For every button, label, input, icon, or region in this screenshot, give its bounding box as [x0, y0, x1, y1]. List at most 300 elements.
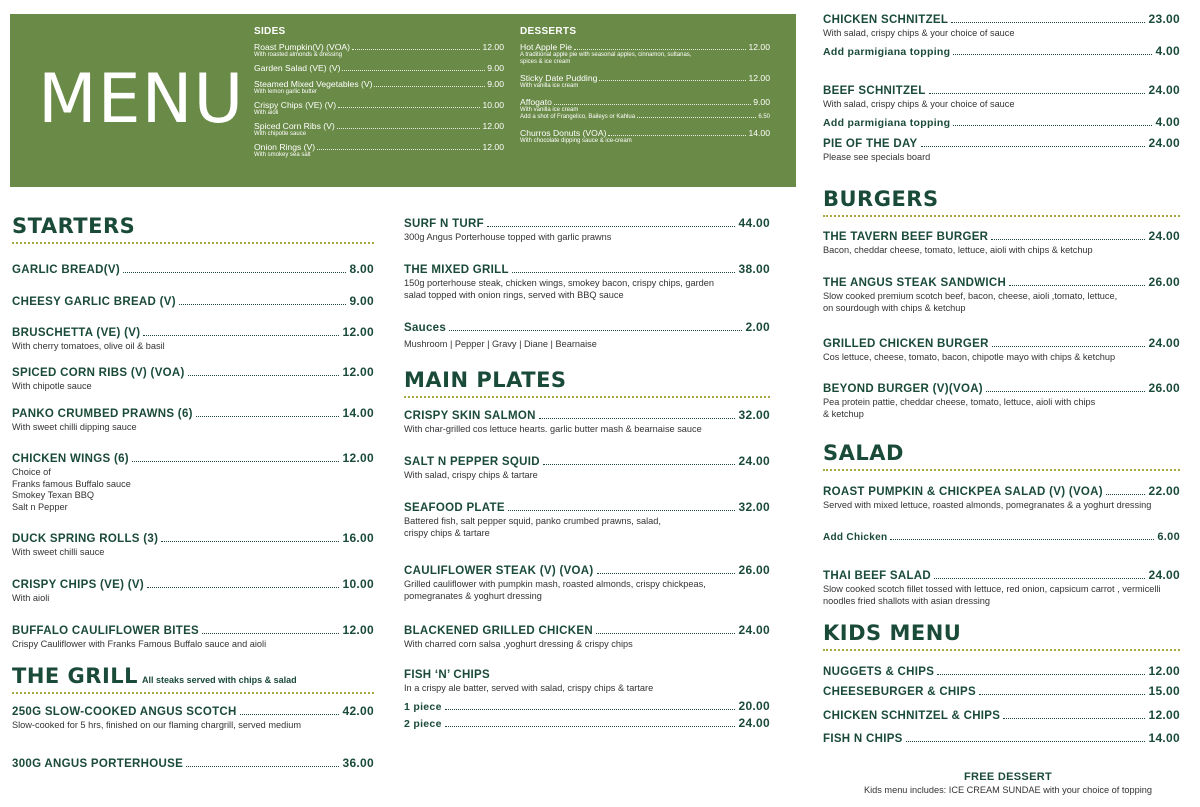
leader-dots: [186, 766, 339, 767]
item-description: [12, 593, 374, 605]
item-line: [12, 704, 374, 719]
item-name: SPICED CORN RIBS (V) (VOA): [12, 367, 185, 379]
description-line: Bacon, cheddar cheese, tomato, lettuce, aioli with chips & ketchup: [823, 245, 1093, 255]
side-description: With chipotle sauce: [254, 131, 307, 137]
item-name: ROAST PUMPKIN & CHICKPEA SALAD (V) (VOA): [823, 486, 1103, 498]
side-description: With aioli: [254, 110, 279, 116]
leader-dots: [979, 694, 1146, 695]
menu-item: [12, 451, 374, 513]
item-name: PIE OF THE DAY: [823, 138, 918, 150]
item-line: [823, 731, 1180, 746]
description-line: Cos lettuce, cheese, tomato, bacon, chipotle mayo with chips & ketchup: [823, 352, 1116, 362]
item-name: SURF N TURF: [404, 218, 484, 230]
side-line: [254, 42, 504, 52]
side-description: With lemon garlic butter: [254, 89, 318, 95]
option-price: 24.00: [738, 715, 770, 730]
side-item: [254, 100, 504, 117]
side-line: [254, 79, 504, 89]
item-description: [404, 639, 770, 651]
salad-section: [823, 441, 1180, 479]
dessert-price: 9.00: [753, 97, 770, 107]
item-price: 24.00: [1148, 336, 1180, 350]
item-price: 26.00: [1148, 275, 1180, 289]
addon-price: 6.50: [758, 114, 770, 120]
menu-item: [823, 684, 1180, 699]
item-price: 32.00: [738, 408, 770, 422]
leader-dots: [374, 86, 485, 87]
item-price: 24.00: [1148, 136, 1180, 150]
item-name: CHEESEBURGER & CHIPS: [823, 686, 976, 698]
item-price: 12.00: [1148, 664, 1180, 678]
leader-dots: [487, 226, 736, 227]
sauces-options: Mushroom | Pepper | Gravy | Diane | Bearnaise: [404, 339, 597, 349]
item-price: 23.00: [1148, 12, 1180, 26]
side-name: Crispy Chips (VE) (V): [254, 100, 337, 110]
leader-dots: [574, 49, 746, 50]
item-description: [12, 422, 374, 434]
description-line: With cherry tomatoes, olive oil & basil: [12, 341, 165, 351]
menu-item: [12, 294, 374, 309]
leader-dots: [240, 714, 340, 715]
leader-dots: [123, 272, 346, 273]
item-line: [12, 365, 374, 380]
side-price: 12.00: [482, 42, 504, 52]
leader-dots: [637, 117, 756, 118]
item-line: [823, 568, 1180, 583]
description-line: & ketchup: [823, 408, 864, 419]
description-line: Served with mixed lettuce, roasted almonds, pomegranates & a yoghurt dressing: [823, 500, 1152, 510]
leader-dots: [934, 578, 1145, 579]
item-name: FISH N CHIPS: [823, 733, 903, 745]
item-price: 26.00: [738, 563, 770, 577]
item-description: [823, 291, 1180, 314]
dessert-line: [520, 73, 770, 83]
side-line: [254, 100, 504, 110]
description-line: Pea protein pattie, cheddar cheese, tomato, lettuce, aioli with chips: [823, 397, 1096, 407]
menu-item: [404, 500, 770, 539]
item-price: 12.00: [1148, 708, 1180, 722]
side-price: 10.00: [482, 100, 504, 110]
addon-text: Add a shot of Frangelico, Baileys or Kahlua: [520, 114, 636, 120]
leader-dots: [597, 573, 736, 574]
item-line: [823, 229, 1180, 244]
menu-banner: [10, 14, 796, 187]
item-price: 8.00: [349, 262, 374, 276]
description-line: pomegranates & yoghurt dressing: [404, 590, 542, 601]
item-line: [12, 531, 374, 546]
leader-dots: [951, 22, 1145, 23]
grill-heading: THE GRILL: [12, 664, 139, 688]
menu-item: [12, 623, 374, 651]
description-line: Slow-cooked for 5 hrs, finished on our flaming chargrill, served medium: [12, 720, 302, 730]
description-line: With sweet chilli dipping sauce: [12, 422, 137, 432]
item-description: [823, 500, 1180, 512]
item-line: [12, 406, 374, 421]
leader-dots: [147, 587, 340, 588]
addon-price: 4.00: [1155, 114, 1180, 129]
description-line: on sourdough with chips & ketchup: [823, 302, 966, 313]
leader-dots: [196, 416, 340, 417]
side-name: Roast Pumpkin(V) (VOA): [254, 42, 350, 52]
item-line: [12, 756, 374, 771]
leader-dots: [906, 741, 1146, 742]
dessert-item: [520, 73, 770, 90]
side-description: With smokey sea salt: [254, 152, 311, 158]
item-line: [823, 12, 1180, 27]
free-dessert-text: Kids menu includes: ICE CREAM SUNDAE with your choice of topping: [864, 785, 1152, 795]
main-plates-heading: MAIN PLATES: [404, 368, 567, 392]
section-divider: [404, 396, 770, 398]
menu-item: [823, 83, 1180, 130]
item-name: SALT N PEPPER SQUID: [404, 456, 540, 468]
leader-dots: [352, 49, 480, 50]
menu-item: [404, 563, 770, 602]
leader-dots: [1003, 718, 1145, 719]
menu-item: [823, 484, 1180, 512]
dessert-name: Affogato: [520, 97, 552, 107]
menu-item: [404, 262, 770, 301]
menu-item: [823, 731, 1180, 746]
menu-item: [12, 365, 374, 393]
leader-dots: [608, 135, 746, 136]
section-divider: [823, 469, 1180, 471]
item-line: [12, 577, 374, 592]
item-name: THE MIXED GRILL: [404, 264, 509, 276]
leader-dots: [937, 674, 1145, 675]
menu-item: [404, 623, 770, 651]
leader-dots: [132, 461, 340, 462]
description-line: With sweet chilli sauce: [12, 547, 105, 557]
leader-dots: [986, 391, 1146, 392]
description-line: 150g porterhouse steak, chicken wings, smokey bacon, crispy chips, garden: [404, 278, 714, 288]
item-name: THE TAVERN BEEF BURGER: [823, 231, 989, 243]
item-description: [823, 99, 1180, 111]
leader-dots: [508, 510, 736, 511]
item-price: 12.00: [342, 451, 374, 465]
item-name: BRUSCHETTA (VE) (V): [12, 327, 141, 339]
grill-section: [12, 664, 374, 702]
free-dessert: [823, 771, 1193, 795]
dessert-item: [520, 42, 770, 66]
description-line: Slow cooked scotch fillet tossed with lettuce, red onion, capsicum carrot , vermicelli: [823, 584, 1161, 594]
item-line: [823, 708, 1180, 723]
dessert-description: With vanilla ice cream: [520, 83, 579, 89]
kids-section: [823, 621, 1180, 659]
side-item: [254, 79, 504, 96]
right-column: [823, 12, 1180, 762]
side-price: 9.00: [487, 63, 504, 73]
description-line: With salad, crispy chips & your choice of sauce: [823, 99, 1015, 109]
grill-note: All steaks served with chips & salad: [142, 675, 297, 685]
leader-dots: [596, 633, 736, 634]
addon-price: 6.00: [1157, 531, 1180, 543]
item-price: 12.00: [342, 325, 374, 339]
item-description: [404, 470, 770, 482]
menu-item: [823, 381, 1180, 420]
item-name: CAULIFLOWER STEAK (V) (VOA): [404, 565, 594, 577]
leader-dots: [342, 70, 485, 71]
fish-options: [404, 699, 770, 731]
item-name: GRILLED CHICKEN BURGER: [823, 338, 989, 350]
desserts-column: [520, 26, 770, 152]
description-line: Grilled cauliflower with pumpkin mash, roasted almonds, crispy chickpeas,: [404, 579, 706, 589]
item-line: [12, 451, 374, 466]
leader-dots: [539, 418, 736, 419]
menu-item: [404, 408, 770, 436]
item-name: BLACKENED GRILLED CHICKEN: [404, 625, 593, 637]
option-name: 1 piece: [404, 700, 442, 713]
item-price: 22.00: [1148, 484, 1180, 498]
salad-heading: SALAD: [823, 441, 904, 465]
item-line: [823, 83, 1180, 98]
item-line: [12, 623, 374, 638]
description-line: Slow cooked premium scotch beef, bacon, cheese, aioli ,tomato, lettuce,: [823, 291, 1118, 301]
side-name: Onion Rings (V): [254, 142, 316, 152]
item-line: [404, 623, 770, 638]
item-price: 24.00: [738, 454, 770, 468]
side-line: [254, 63, 504, 73]
menu-item: [12, 325, 374, 353]
item-line: [823, 684, 1180, 699]
item-price: 24.00: [1148, 229, 1180, 243]
description-line: With salad, crispy chips & your choice of sauce: [823, 28, 1015, 38]
fish-option: [404, 716, 770, 731]
menu-item: [12, 531, 374, 559]
item-name: CRISPY CHIPS (VE) (V): [12, 579, 144, 591]
sauces-price: 2.00: [745, 320, 770, 334]
addon-line: [823, 44, 1180, 59]
fish-option: [404, 699, 770, 714]
leader-dots: [445, 709, 736, 710]
item-name: THAI BEEF SALAD: [823, 570, 931, 582]
description-line: Please see specials board: [823, 152, 931, 162]
dessert-price: 14.00: [748, 128, 770, 138]
item-price: 42.00: [342, 704, 374, 718]
menu-item: [12, 262, 374, 277]
description-line: crispy chips & tartare: [404, 527, 490, 538]
dessert-description: With chocolate dipping sauce & ice-cream: [520, 138, 632, 144]
dessert-description: With vanilla ice cream: [520, 107, 579, 113]
section-divider: [12, 692, 374, 694]
menu-item: [823, 12, 1180, 59]
dessert-line: [520, 97, 770, 107]
kids-heading: KIDS MENU: [823, 621, 962, 645]
leader-dots: [929, 93, 1146, 94]
leader-dots: [143, 335, 339, 336]
side-item: [254, 142, 504, 159]
item-name: GARLIC BREAD(V): [12, 264, 120, 276]
middle-column: [404, 216, 770, 736]
item-line: [823, 275, 1180, 290]
item-description: [12, 720, 374, 732]
side-item: [254, 42, 504, 59]
description-line: 300g Angus Porterhouse topped with garlic prawns: [404, 232, 612, 242]
item-name: 300G ANGUS PORTERHOUSE: [12, 758, 184, 770]
sides-heading: SIDES: [254, 26, 286, 37]
item-line: [823, 136, 1180, 151]
side-item: [254, 63, 504, 73]
item-line: [404, 500, 770, 515]
leader-dots: [337, 128, 481, 129]
section-divider: [12, 242, 374, 244]
item-description: [823, 28, 1180, 40]
item-price: 38.00: [738, 262, 770, 276]
menu-item: [823, 336, 1180, 364]
item-price: 24.00: [1148, 568, 1180, 582]
dessert-item: [520, 128, 770, 145]
leader-dots: [543, 464, 736, 465]
item-price: 9.00: [349, 294, 374, 308]
leader-dots: [449, 330, 742, 331]
add-chicken-item: [823, 530, 1180, 545]
item-price: 26.00: [1148, 381, 1180, 395]
item-line: [823, 664, 1180, 679]
item-price: 14.00: [342, 406, 374, 420]
burgers-section: [823, 187, 1180, 225]
fish-n-chips-item: [404, 668, 770, 731]
burgers-heading: BURGERS: [823, 187, 939, 211]
item-line: [404, 454, 770, 469]
item-name: SEAFOOD PLATE: [404, 502, 505, 514]
menu-item: [12, 704, 374, 732]
item-description: [12, 341, 374, 353]
leader-dots: [890, 539, 1154, 540]
menu-item: [823, 664, 1180, 679]
item-description: [404, 424, 770, 436]
item-name: CHEESY GARLIC BREAD (V): [12, 296, 176, 308]
leader-dots: [445, 726, 736, 727]
item-description: [823, 245, 1180, 257]
description-line: Crispy Cauliflower with Franks Famous Buffalo sauce and aioli: [12, 639, 267, 649]
item-description: [823, 352, 1180, 364]
item-description: [12, 381, 374, 393]
dessert-price: 12.00: [748, 42, 770, 52]
dessert-price: 12.00: [748, 73, 770, 83]
section-divider: [823, 215, 1180, 217]
leader-dots: [992, 346, 1146, 347]
menu-item: [823, 568, 1180, 607]
item-price: 10.00: [342, 577, 374, 591]
sauces-item: [404, 320, 770, 349]
leader-dots: [921, 146, 1146, 147]
item-price: 44.00: [738, 216, 770, 230]
item-name: CHICKEN SCHNITZEL: [823, 14, 949, 26]
leader-dots: [554, 104, 751, 105]
side-price: 12.00: [482, 121, 504, 131]
leader-dots: [317, 149, 480, 150]
option-name: 2 piece: [404, 717, 442, 730]
dessert-item: [520, 97, 770, 121]
item-description: [404, 579, 770, 602]
menu-item: [12, 756, 374, 771]
side-name: Garden Salad (VE) (V): [254, 63, 341, 73]
item-price: 16.00: [342, 531, 374, 545]
item-line: [823, 484, 1180, 499]
description-line: noodles fried shallots with asian dressing: [823, 595, 990, 606]
item-line: [404, 408, 770, 423]
leader-dots: [953, 54, 1152, 55]
sauces-label: Sauces: [404, 322, 447, 334]
dessert-description: A traditional apple pie with seasonal apples, cinnamon, sultanas,: [520, 52, 692, 58]
side-line: [254, 121, 504, 131]
menu-item: [404, 216, 770, 244]
option-price: 20.00: [738, 698, 770, 713]
menu-item: [404, 454, 770, 482]
leader-dots: [991, 239, 1145, 240]
item-description: [12, 547, 374, 559]
leader-dots: [1106, 494, 1146, 495]
menu-item: [12, 577, 374, 605]
dessert-description: spices & ice cream: [520, 59, 571, 65]
item-price: 12.00: [342, 365, 374, 379]
leader-dots: [599, 80, 746, 81]
section-divider: [823, 649, 1180, 651]
left-column: [12, 214, 374, 774]
item-price: 15.00: [1148, 684, 1180, 698]
item-name: BEYOND BURGER (V)(VOA): [823, 383, 983, 395]
description-line: Battered fish, salt pepper squid, panko crumbed prawns, salad,: [404, 516, 661, 526]
addon-line: [823, 115, 1180, 130]
dessert-name: Churros Donuts (VOA): [520, 128, 607, 138]
leader-dots: [161, 541, 339, 542]
leader-dots: [338, 107, 480, 108]
item-description: [404, 516, 770, 539]
addon-name: Add Chicken: [823, 532, 888, 543]
main-plates-section: [404, 368, 770, 406]
item-line: [12, 294, 374, 309]
menu-item: [823, 708, 1180, 723]
item-price: 14.00: [1148, 731, 1180, 745]
side-line: [254, 142, 504, 152]
dessert-name: Sticky Date Pudding: [520, 73, 598, 83]
description-line: Choice of: [12, 467, 51, 477]
item-name: CHICKEN WINGS (6): [12, 453, 129, 465]
leader-dots: [188, 375, 340, 376]
sides-list: [254, 42, 504, 159]
addon-price: 4.00: [1155, 43, 1180, 58]
item-name: PANKO CRUMBED PRAWNS (6): [12, 408, 193, 420]
description-line: With salad, crispy chips & tartare: [404, 470, 538, 480]
description-line: With chipotle sauce: [12, 381, 92, 391]
item-name: THE ANGUS STEAK SANDWICH: [823, 277, 1007, 289]
description-line: Franks famous Buffalo sauce: [12, 478, 131, 489]
leader-dots: [202, 633, 339, 634]
side-item: [254, 121, 504, 138]
side-name: Steamed Mixed Vegetables (V): [254, 79, 373, 89]
addon-name: Add parmigiana topping: [823, 116, 951, 129]
item-price: 32.00: [738, 500, 770, 514]
item-line: [12, 325, 374, 340]
item-name: CHICKEN SCHNITZEL & CHIPS: [823, 710, 1001, 722]
item-name: BEEF SCHNITZEL: [823, 85, 926, 97]
item-description: [404, 278, 770, 301]
item-name: NUGGETS & CHIPS: [823, 666, 935, 678]
dessert-line: [520, 42, 770, 52]
item-description: [823, 397, 1180, 420]
item-line: [823, 336, 1180, 351]
description-line: Salt n Pepper: [12, 501, 68, 512]
side-price: 12.00: [482, 142, 504, 152]
desserts-heading: DESSERTS: [520, 26, 577, 37]
item-description: [823, 584, 1180, 607]
sides-column: [254, 26, 504, 163]
item-description: [12, 467, 374, 513]
menu-item: [823, 229, 1180, 257]
item-description: [12, 639, 374, 651]
item-name: FISH ‘N’ CHIPS: [404, 669, 490, 681]
leader-dots: [953, 125, 1152, 126]
dessert-addon: [520, 114, 770, 121]
